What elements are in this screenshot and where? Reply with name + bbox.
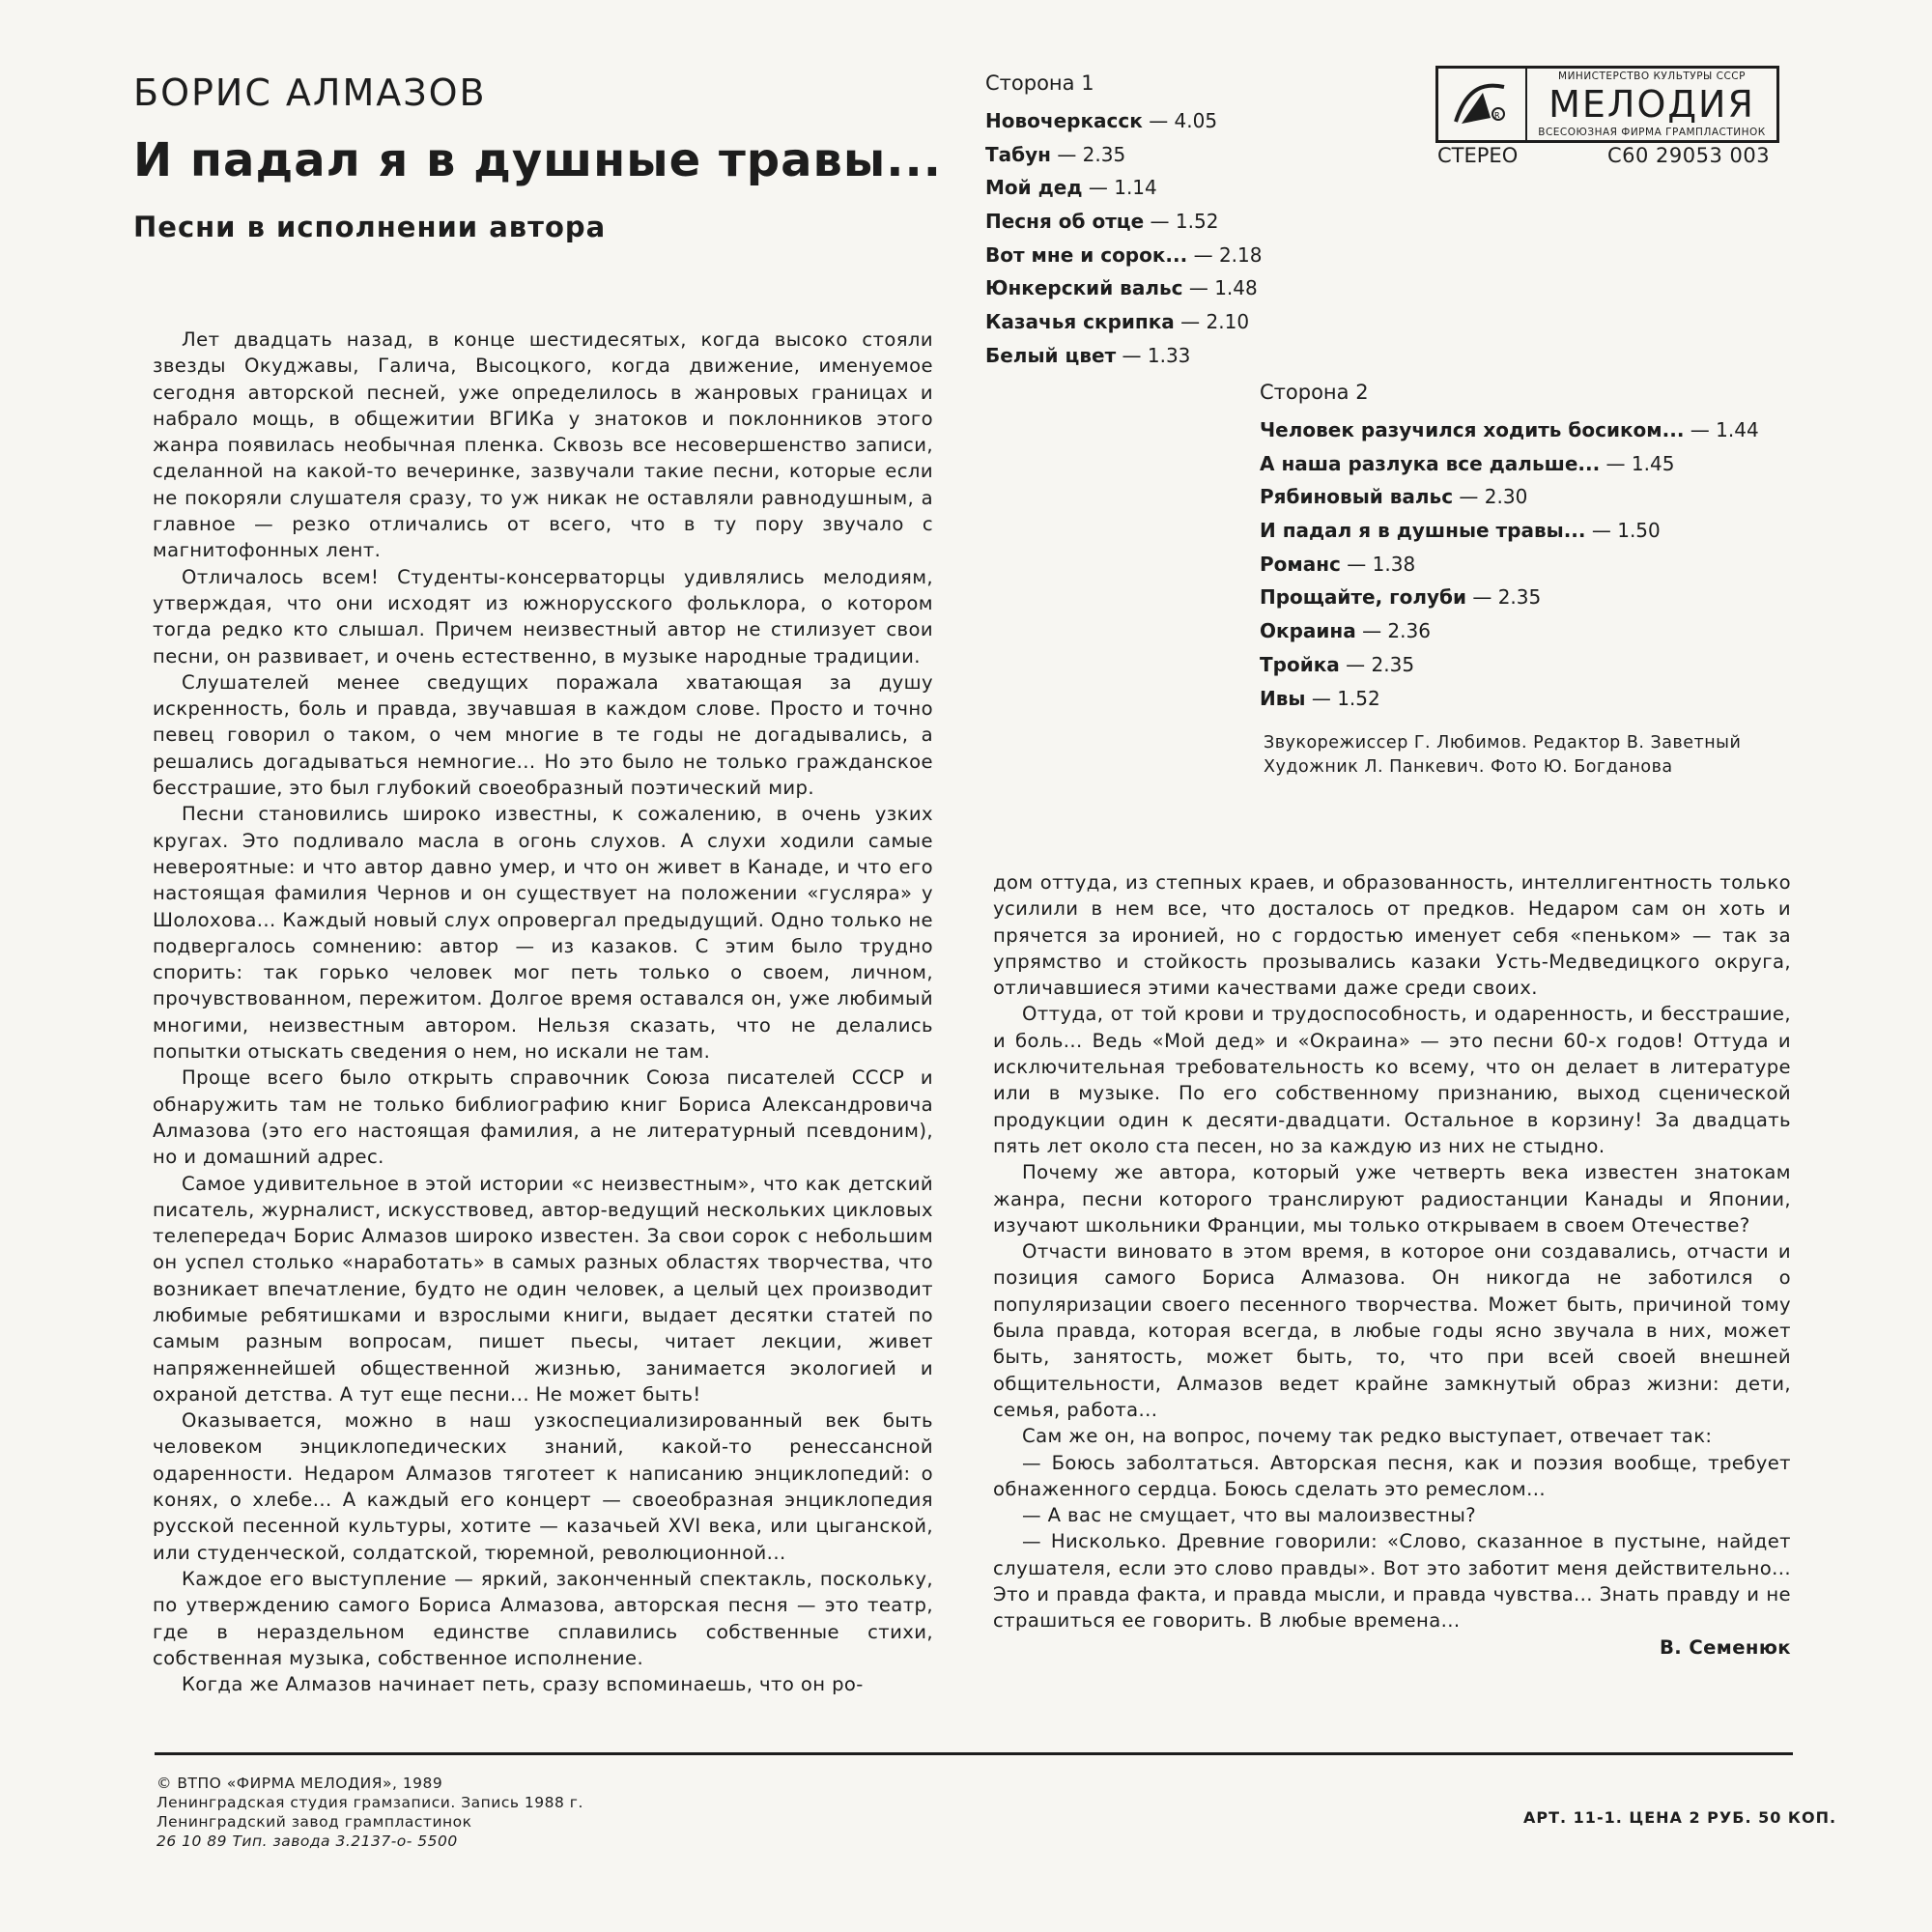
- print-info: 26 10 89 Тип. завода 3.2137-о- 5500: [156, 1833, 458, 1850]
- credits: [1264, 731, 1741, 780]
- track-title: Песня об отце: [985, 210, 1145, 234]
- svg-text:R: R: [1494, 111, 1500, 120]
- footer-info: [156, 1774, 583, 1851]
- studio-info: Ленинградская студия грамзаписи. Запись 1988 г.: [156, 1794, 583, 1811]
- article-paragraph: Лет двадцать назад, в конце шестидесятых, когда высоко стояли звезды Окуджавы, Галича, Высоцкого, когда движение, именуемое сегодня авторской песней, уже определилось в жанровых границах и набрало мощь, в общежитии ВГИКа у знатоков и поклонников этого жанра появилась необычная пленка. Сквозь все несовершенство записи, сделанной на какой-то вечеринке, зазвучали такие песни, которые если не покоряли слушателя сразу, то уж никак не оставляли равнодушным, а главное — резко отличались от всего, что в ту пору звучало с магнитофонных лент.: [153, 328, 933, 562]
- track-title: Мой дед: [985, 176, 1083, 200]
- article-paragraph: Когда же Алмазов начинает петь, сразу вспоминаешь, что он ро-: [182, 1673, 864, 1696]
- track-title: Ивы: [1260, 686, 1306, 710]
- album-subtitle: Песни в исполнении автора: [133, 211, 607, 243]
- article-column-left: [153, 327, 933, 1697]
- ministry-text: МИНИСТЕРСТВО КУЛЬТУРЫ СССР: [1558, 71, 1746, 82]
- track-duration: — 2.35: [1346, 652, 1415, 676]
- article-paragraph: Проще всего было открыть справочник Союза писателей СССР и обнаружить там не только библиографию книг Бориса Александровича Алмазова (это его настоящая фамилия, а не литературный псевдоним), но и домашний адрес.: [153, 1066, 933, 1169]
- article-paragraph: — Нисколько. Древние говорили: «Слово, сказанное в пустыне, найдет слушателя, если это слово правды». Вот это заботит меня действительно... Это и правда факта, и правда мысли, и правда чувства... Знать правду и не страшиться ее говорить. В любые времена...: [993, 1530, 1791, 1633]
- track-duration: — 2.30: [1459, 485, 1528, 509]
- price: АРТ. 11-1. ЦЕНА 2 РУБ. 50 КОП.: [1523, 1808, 1837, 1827]
- track-title: Тройка: [1260, 652, 1340, 676]
- track-duration: — 1.33: [1122, 343, 1191, 367]
- track-duration: — 2.35: [1472, 585, 1542, 610]
- article-paragraph: Отчасти виновато в этом время, в которое они создавались, отчасти и позиция самого Бориса Алмазова. Он никогда не заботился о популяризации своего песенного творчества. Может быть, причиной тому была правда, которая всегда, в любые годы ясно звучала в них, может быть, занятость, может быть, то, что при всей своей внешней общительности, Алмазов ведет крайне замкнутый образ жизни: дети, семья, работа...: [993, 1240, 1791, 1421]
- article-paragraph: Сам же он, на вопрос, почему так редко выступает, отвечает так:: [1022, 1425, 1713, 1448]
- article-column-right: [993, 869, 1791, 1661]
- plant-info: Ленинградский завод грампластинок: [156, 1813, 472, 1831]
- side-2-track: [1260, 413, 1759, 447]
- side-1-track: [985, 339, 1262, 373]
- article-paragraph: Оттуда, от той крови и трудоспособность, и одаренность, и бесстрашие, и боль... Ведь «Мой дед» и «Окраина» — это песни 60-х годов! Оттуда и исключительная требовательность ко всему, что он делает в литературе или в музыке. По его собственному признанию, выход сценической продукции один к десяти-двадцати. Остальное в корзину! За двадцать пять лет около ста песен, но за каждую из них не стыдно.: [993, 1003, 1791, 1157]
- side-1-track: [985, 271, 1262, 305]
- brand-name: МЕЛОДИЯ: [1548, 83, 1755, 126]
- side-1-track: [985, 239, 1262, 272]
- credits-line-2: Художник Л. Панкевич. Фото Ю. Богданова: [1264, 757, 1673, 777]
- side-2-track: [1260, 480, 1759, 514]
- side-2-track: [1260, 548, 1759, 582]
- track-duration: — 2.10: [1180, 310, 1250, 334]
- track-duration: — 1.14: [1088, 176, 1157, 200]
- credits-line-1: Звукорежиссер Г. Любимов. Редактор В. Заветный: [1264, 733, 1742, 753]
- melodiya-logo: [1435, 66, 1779, 143]
- article-paragraph: Оказывается, можно в наш узкоспециализированный век быть человеком энциклопедических знаний, какой-то ренессансной одаренности. Недаром Алмазов тяготеет к написанию энциклопедий: о конях, о хлебе... А каждый его концерт — своеобразная энциклопедия русской песенной культуры, хотите — казачьей XVI века, или цыганской, или студенческой, солдатской, тюремной, революционной...: [153, 1409, 933, 1564]
- side-2-track: [1260, 514, 1759, 548]
- side-1-track: [985, 305, 1262, 339]
- track-title: Белый цвет: [985, 343, 1117, 367]
- track-title: Новочеркасск: [985, 109, 1143, 132]
- side-1-track: [985, 205, 1262, 239]
- track-duration: — 4.05: [1149, 109, 1218, 132]
- article-paragraph: дом оттуда, из степных краев, и образованность, интеллигентность только усилили в нем все, что досталось от предков. Недаром сам он хоть и прячется за иронией, но с гордостью именует себя «пеньком» — так за упрямство и стойкость прозывались казаки Усть-Медведицкого округа, отличавшиеся этими качествами даже среди своих.: [993, 871, 1791, 1000]
- article-signature: В. Семенюк: [1659, 1635, 1791, 1659]
- side-2-label: Сторона 2: [1260, 381, 1369, 404]
- side-1-label: Сторона 1: [985, 71, 1094, 95]
- track-title: Прощайте, голуби: [1260, 585, 1466, 610]
- side-1-track: [985, 171, 1262, 205]
- article-paragraph: — А вас не смущает, что вы малоизвестны?: [1022, 1504, 1477, 1527]
- article-paragraph: Почему же автора, который уже четверть века известен знатокам жанра, песни которого транслируют радиостанции Канады и Японии, изучают школьники Франции, мы только открываем в своем Отечестве?: [993, 1161, 1791, 1236]
- melodiya-logo-text: [1527, 69, 1776, 140]
- side-2-tracks: [1260, 413, 1759, 715]
- article-paragraph: Отличалось всем! Студенты-консерваторцы удивлялись мелодиям, утверждая, что они исходят из южнорусского фольклора, о котором тогда редко кто слышал. Причем неизвестный автор не стилизует свои песни, он развивает, и очень естественно, в музыке народные традиции.: [153, 565, 933, 668]
- track-duration: — 1.44: [1690, 418, 1759, 441]
- album-title: И падал я в душные травы...: [133, 133, 942, 187]
- article-right-paragraphs: [993, 869, 1791, 1634]
- track-title: Окраина: [1260, 619, 1356, 643]
- article-paragraph: Слушателей менее сведущих поражала хватающая за душу искренность, боль и правда, звучавшая в каждом слове. Просто и точно певец говорил о таком, о чем многие в те годы не догадывались, а решались догадываться немногие... Но это было не только гражданское бесстрашие, это был глубокий своеобразный поэтический мир.: [153, 670, 933, 800]
- footer-divider: [155, 1752, 1793, 1755]
- track-title: Вот мне и сорок...: [985, 242, 1188, 267]
- track-title: Юнкерский вальс: [985, 276, 1183, 300]
- track-title: Рябиновый вальс: [1260, 485, 1454, 509]
- track-title: Казачья скрипка: [985, 310, 1175, 334]
- side-1-tracks: [985, 104, 1262, 373]
- article-paragraph: Каждое его выступление — яркий, законченный спектакль, поскольку, по утверждению самого Бориса Алмазова, авторская песня — это театр, где в нераздельном единстве сплавились собственные стихи, собственная музыка, собственное исполнение.: [153, 1567, 933, 1669]
- side-1-track: [985, 138, 1262, 172]
- track-title: Табун: [985, 142, 1051, 166]
- side-2-track: [1260, 648, 1759, 682]
- track-title: И падал я в душные травы...: [1260, 519, 1586, 543]
- side-1-track: [985, 104, 1262, 138]
- company-text: ВСЕСОЮЗНАЯ ФИРМА ГРАМПЛАСТИНОК: [1538, 127, 1766, 138]
- track-duration: — 1.52: [1311, 686, 1380, 710]
- side-2-track: [1260, 447, 1759, 481]
- article-paragraph: Самое удивительное в этой истории «с неизвестным», что как детский писатель, журналист, искусствовед, автор-ведущий нескольких цикловых телепередач Борис Алмазов широко известен. За свои сорок с небольшим он успел столько «наработать» в самых разных областях творчества, что возникает впечатление, будто не один человек, а целый цех производит любимые ребятишками и взрослыми книги, выдает десятки статей по самым разным вопросам, пишет пьесы, читает лекции, живет напряженнейшей общественной жизнью, занимается экологией и охраной детства. А тут еще песни... Не может быть!: [153, 1172, 933, 1406]
- track-duration: — 1.45: [1605, 451, 1675, 475]
- side-2-track: [1260, 581, 1759, 614]
- track-title: А наша разлука все дальше...: [1260, 451, 1601, 475]
- catalog-number: С60 29053 003: [1607, 144, 1771, 167]
- melodiya-emblem-icon: [1438, 69, 1527, 140]
- track-duration: — 1.52: [1150, 210, 1219, 234]
- side-1-tracklist: [985, 71, 1262, 373]
- article-paragraph: Песни становились широко известны, к сожалению, в очень узких кругах. Это подливало масла в огонь слухов. А слухи ходили самые невероятные: и что автор давно умер, и что он живет в Канаде, и что его настоящая фамилия Чернов и он существует на положении «гусляра» у Шолохова... Каждый новый слух опровергал предыдущий. Одно только не подвергалось сомнению: автор — из казаков. С этим было трудно спорить: так горько человек мог петь только о своем, личном, прочувствованном, пережитом. Долгое время оставался он, уже любимый многими, неизвестным автором. Нельзя сказать, что не делались попытки отыскать сведения о нем, но искали не там.: [153, 803, 933, 1064]
- copyright: © ВТПО «ФИРМА МЕЛОДИЯ», 1989: [156, 1775, 443, 1792]
- track-duration: — 2.36: [1362, 619, 1431, 643]
- track-duration: — 2.35: [1057, 142, 1126, 166]
- stereo-label: СТЕРЕО: [1437, 144, 1519, 167]
- side-2-track: [1260, 614, 1759, 648]
- article-paragraph: — Боюсь заболтаться. Авторская песня, как и поэзия вообще, требует обнаженного сердца. Боюсь сделать это ремеслом...: [993, 1451, 1791, 1500]
- track-duration: — 2.18: [1193, 242, 1263, 267]
- track-duration: — 1.50: [1591, 519, 1661, 543]
- side-2-tracklist: [1260, 381, 1759, 715]
- track-title: Романс: [1260, 552, 1341, 576]
- track-duration: — 1.48: [1188, 276, 1258, 300]
- track-duration: — 1.38: [1347, 552, 1416, 576]
- side-2-track: [1260, 682, 1759, 716]
- author-name: БОРИС АЛМАЗОВ: [133, 71, 487, 114]
- track-title: Человек разучился ходить босиком...: [1260, 418, 1685, 441]
